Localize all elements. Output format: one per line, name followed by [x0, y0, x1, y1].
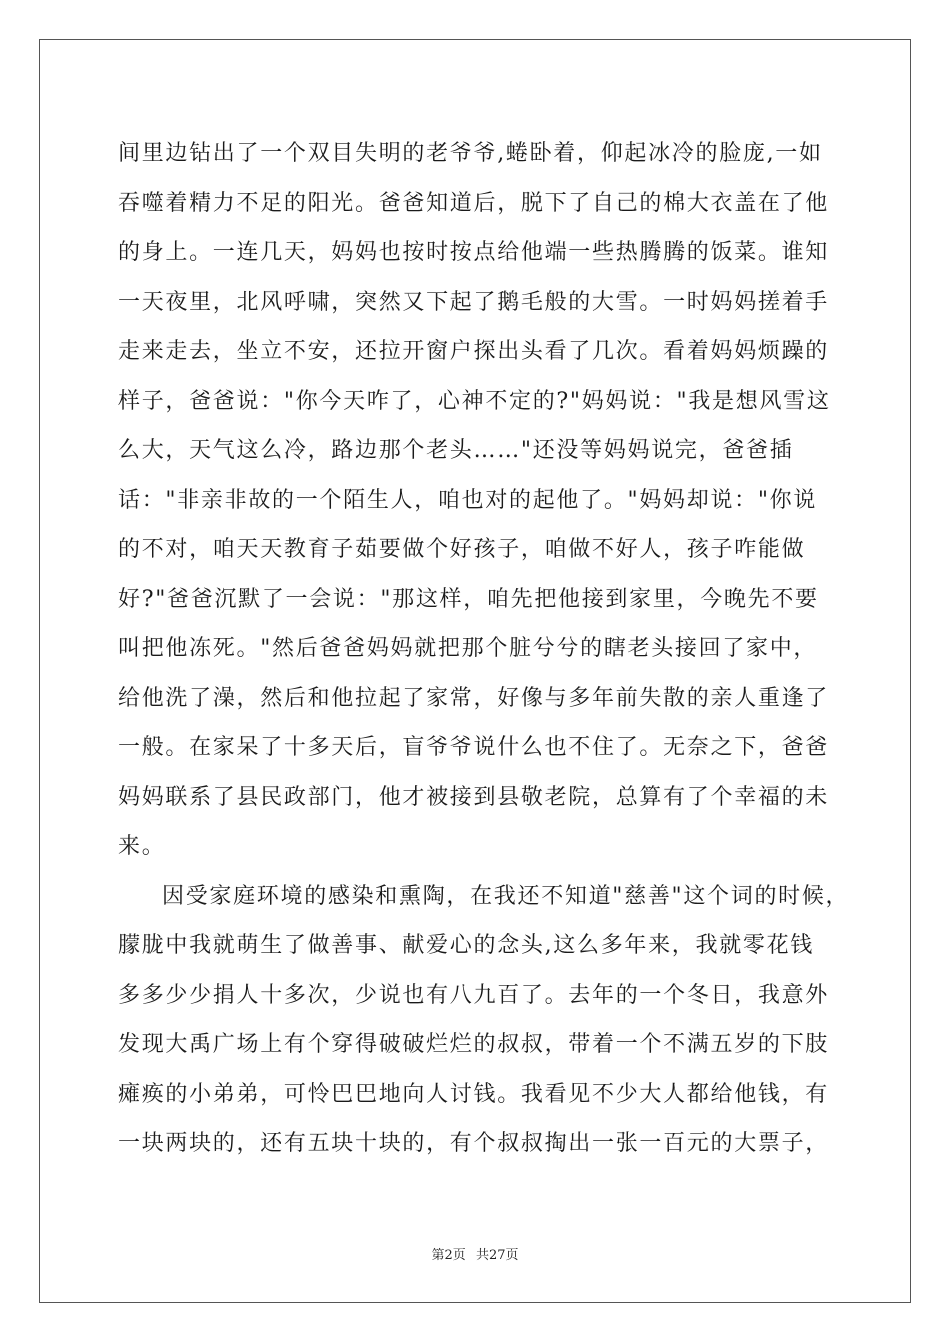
text-line: 发现大禹广场上有个穿得破破烂烂的叔叔，带着一个不满五岁的下肢	[118, 1032, 830, 1057]
text-line: 话："非亲非故的一个陌生人，咱也对的起他了。"妈妈却说："你说	[118, 487, 818, 513]
text-line: 一般。在家呆了十多天后，盲爷爷说什么也不住了。无奈之下，爸爸	[118, 735, 830, 760]
text-line: 给他洗了澡，然后和他拉起了家常，好像与多年前失散的亲人重逢了	[118, 685, 830, 711]
text-line: 多多少少捐人十多次，少说也有八九百了。去年的一个冬日，我意外	[118, 982, 830, 1008]
text-line: 的不对，咱天天教育子茹要做个好孩子，咱做不好人，孩子咋能做	[118, 537, 806, 562]
text-line: 叫把他冻死。"然后爸爸妈妈就把那个脏兮兮的瞎老头接回了家中，	[118, 636, 818, 661]
text-line: 间里边钻出了一个双目失明的老爷爷,蜷卧着，仰起冰冷的脸庞,一如	[118, 141, 823, 166]
document-body	[118, 129, 850, 1169]
text-line: 来。	[118, 834, 166, 859]
text-line: 吞噬着精力不足的阳光。爸爸知道后，脱下了自己的棉大衣盖在了他	[118, 190, 830, 216]
paragraph-start-line: 因受家庭环境的感染和熏陶，在我还不知道"慈善"这个词的时候，	[162, 883, 850, 909]
text-line: 一块两块的，还有五块十块的，有个叔叔掏出一张一百元的大票子，	[118, 1131, 830, 1156]
text-line: 好?"爸爸沉默了一会说："那这样，咱先把他接到家里，今晚先不要	[118, 586, 819, 612]
text-line: 么大，天气这么冷，路边那个老头……"还没等妈妈说完，爸爸插	[118, 438, 794, 463]
total-pages: 共27页	[475, 1248, 519, 1263]
text-line: 瘫痪的小弟弟，可怜巴巴地向人讨钱。我看见不少大人都给他钱，有	[118, 1081, 830, 1107]
page-number: 第2页	[431, 1248, 466, 1263]
page-footer	[0, 1244, 950, 1263]
text-line: 的身上。一连几天，妈妈也按时按点给他端一些热腾腾的饭菜。谁知	[118, 240, 830, 265]
text-line: 走来走去，坐立不安，还拉开窗户探出头看了几次。看着妈妈烦躁的	[118, 339, 830, 364]
text-line: 一天夜里，北风呼啸，突然又下起了鹅毛般的大雪。一时妈妈搓着手	[118, 289, 830, 315]
text-line: 妈妈联系了县民政部门，他才被接到县敬老院，总算有了个幸福的未	[118, 784, 830, 810]
text-line: 样子，爸爸说："你今天咋了，心神不定的?"妈妈说："我是想风雪这	[118, 388, 831, 414]
text-line: 朦胧中我就萌生了做善事、献爱心的念头,这么多年来，我就零花钱	[118, 933, 814, 958]
